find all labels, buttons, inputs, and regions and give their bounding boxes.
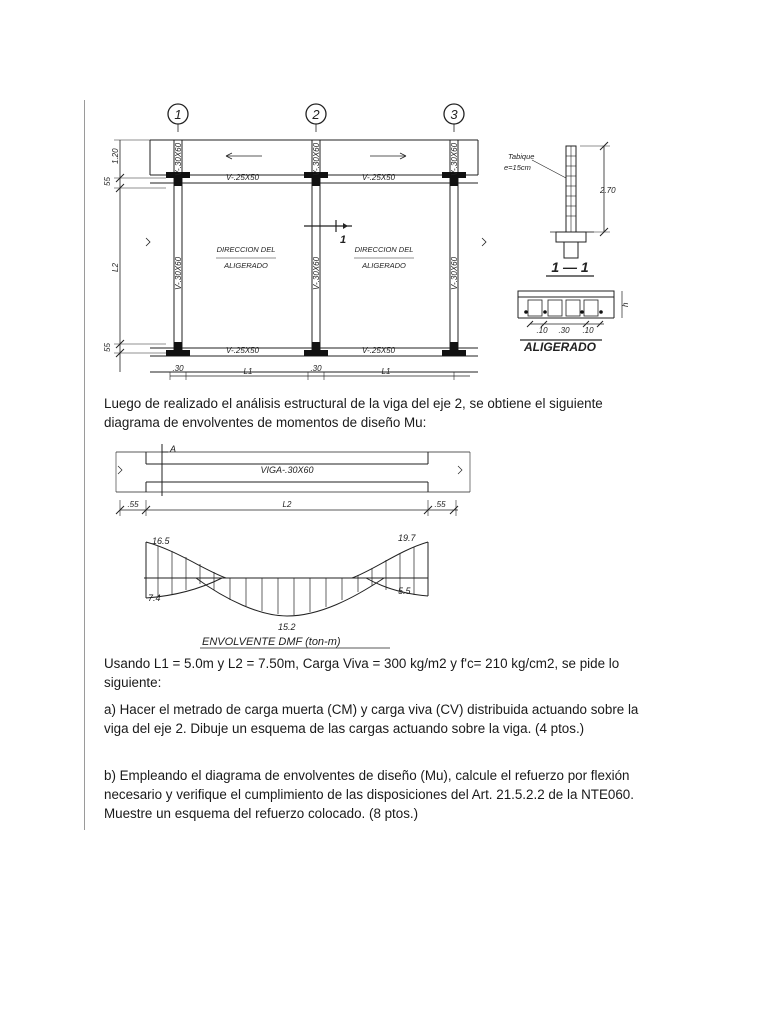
- svg-text:L2: L2: [111, 263, 120, 272]
- svg-text:2.70: 2.70: [600, 186, 616, 195]
- svg-text:.30: .30: [310, 364, 322, 373]
- question-b-paragraph: b) Empleando el diagrama de envolventes de diseño (Mu), calcule el refuerzo por flexión necesario y verifique el cumplimiento de las disposiciones del Art. 21.5.2.2 de la NTE060. Muestre un esquema del refuerzo colocado. (8 ptos.): [104, 768, 634, 821]
- svg-text:V-.30X60: V-.30X60: [450, 256, 459, 290]
- svg-text:1: 1: [174, 107, 182, 122]
- svg-text:V-.25X50: V-.25X50: [226, 173, 260, 182]
- svg-text:L2: L2: [282, 500, 292, 509]
- svg-text:ALIGERADO: ALIGERADO: [362, 261, 406, 270]
- svg-text:DIRECCION DEL: DIRECCION DEL: [216, 245, 276, 254]
- axis-bubble-2: [306, 104, 326, 124]
- svg-text:V-.25X50: V-.25X50: [226, 346, 260, 355]
- beam-elevation: [116, 444, 470, 516]
- svg-text:16.5: 16.5: [152, 536, 170, 546]
- svg-text:V-.30X60: V-.30X60: [312, 142, 321, 176]
- svg-text:.55: .55: [434, 500, 446, 509]
- plan-labels: [103, 142, 459, 376]
- svg-text:2: 2: [312, 107, 320, 122]
- svg-text:.30: .30: [558, 326, 570, 335]
- axis-bubble-1: [168, 104, 188, 124]
- svg-text:L1: L1: [243, 367, 253, 376]
- svg-text:VIGA-.30X60: VIGA-.30X60: [260, 465, 314, 475]
- svg-text:.55: .55: [127, 500, 139, 509]
- svg-text:e=15cm: e=15cm: [504, 163, 531, 172]
- svg-text:h: h: [621, 302, 630, 307]
- svg-text:55: 55: [103, 343, 112, 352]
- svg-text:V-.25X50: V-.25X50: [362, 346, 396, 355]
- svg-text:V-.30X60: V-.30X60: [450, 142, 459, 176]
- intro-paragraph: Luego de realizado el análisis estructural de la viga del eje 2, se obtiene el siguiente diagrama de envolventes de momentos de diseño Mu:: [104, 396, 603, 430]
- svg-text:5.5: 5.5: [398, 586, 411, 596]
- svg-text:A: A: [170, 444, 177, 454]
- floor-plan: [114, 104, 486, 380]
- given-data-paragraph: Usando L1 = 5.0m y L2 = 7.50m, Carga Viva = 300 kg/m2 y f'c= 210 kg/cm2, se pide lo siguiente:: [104, 656, 620, 690]
- joist-slab-detail: [518, 291, 622, 340]
- svg-text:V-.30X60: V-.30X60: [312, 256, 321, 290]
- svg-text:1.20: 1.20: [111, 148, 120, 164]
- svg-text:.10: .10: [582, 326, 594, 335]
- section-1-1-labels: [504, 152, 616, 275]
- svg-text:V-.25X50: V-.25X50: [362, 173, 396, 182]
- svg-text:1 — 1: 1 — 1: [551, 259, 589, 275]
- svg-text:15.2: 15.2: [278, 622, 296, 632]
- svg-text:Tabique: Tabique: [508, 152, 535, 161]
- beam-elevation-labels: [127, 444, 446, 509]
- svg-text:1: 1: [340, 234, 347, 246]
- section-1-1-detail: [532, 142, 610, 276]
- svg-text:ALIGERADO: ALIGERADO: [224, 261, 268, 270]
- svg-text:.10: .10: [536, 326, 548, 335]
- svg-text:V-.30X60: V-.30X60: [174, 256, 183, 290]
- svg-text:7.4: 7.4: [148, 593, 161, 603]
- svg-text:.30: .30: [172, 364, 184, 373]
- svg-text:19.7: 19.7: [398, 533, 416, 543]
- svg-text:V-.30X60: V-.30X60: [174, 142, 183, 176]
- svg-text:55: 55: [103, 177, 112, 186]
- svg-text:ALIGERADO: ALIGERADO: [524, 340, 596, 354]
- moment-envelope-diagram: [144, 542, 428, 648]
- svg-text:3: 3: [450, 107, 458, 122]
- svg-text:ENVOLVENTE DMF (ton-m): ENVOLVENTE DMF (ton-m): [202, 636, 341, 648]
- svg-text:L1: L1: [381, 367, 391, 376]
- axis-bubble-3: [444, 104, 464, 124]
- question-a-paragraph: a) Hacer el metrado de carga muerta (CM) y carga viva (CV) distribuida actuando sobre la viga del eje 2. Dibuje un esquema de las cargas actuando sobre la viga. (4 ptos.): [104, 702, 639, 736]
- svg-text:DIRECCION DEL: DIRECCION DEL: [354, 245, 414, 254]
